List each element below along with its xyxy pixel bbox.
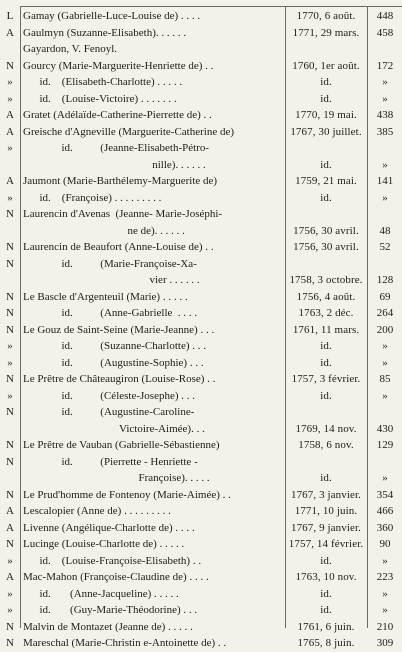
row-name: Jaumont (Marie-Barthélemy-Marguerite de) (23, 175, 218, 187)
row-name: id. (Augustine-Caroline- (23, 406, 195, 418)
row-prefix: » (7, 76, 13, 88)
row-date: 1763, 2 déc. (298, 307, 354, 319)
table-row (0, 58, 402, 75)
row-prefix: » (7, 142, 13, 154)
table-row (0, 371, 402, 388)
row-prefix: L (6, 10, 14, 22)
row-date: id. (320, 554, 332, 567)
row-date: 1761, 11 mars. (292, 323, 360, 336)
row-number: » (382, 587, 388, 600)
row-date: 1771, 29 mars. (292, 26, 360, 39)
table-row (0, 553, 402, 570)
row-number: 385 (376, 125, 394, 138)
row-prefix: N (6, 637, 14, 649)
row-name: Françoise). . . . . (23, 472, 210, 484)
table-row (0, 173, 402, 190)
row-prefix: A (6, 571, 14, 583)
row-prefix: N (6, 257, 14, 270)
row-prefix: N (6, 406, 14, 418)
table-row (0, 388, 402, 405)
row-number: 90 (379, 538, 391, 550)
row-date: id. (320, 389, 332, 402)
row-name: id. (Elisabeth-Charlotte) . . . . . (23, 76, 183, 88)
row-name: id. (Céleste-Josephe) . . . (23, 389, 195, 402)
row-name: id. (Marie-Françoise-Xa- (23, 257, 197, 270)
table-row (0, 140, 402, 157)
row-name: ne de). . . . . . (23, 224, 185, 237)
table-row (0, 305, 402, 322)
table-row (0, 41, 402, 58)
row-prefix: A (6, 505, 14, 517)
row-date: id. (320, 191, 332, 204)
row-number: 52 (379, 241, 391, 253)
row-date: 1756, 4 août. (296, 290, 356, 303)
row-number: 438 (376, 109, 394, 121)
row-date: 1767, 9 janvier. (290, 521, 362, 534)
row-prefix: N (6, 439, 14, 451)
row-prefix: N (6, 620, 14, 633)
row-date: 1758, 3 octobre. (289, 274, 363, 286)
row-number: » (382, 389, 388, 402)
table-row (0, 355, 402, 372)
table-row (0, 107, 402, 124)
row-name: Laurencin de Beaufort (Anne-Louise de) . . (23, 241, 214, 253)
table-row (0, 487, 402, 504)
row-prefix: N (6, 241, 14, 253)
row-number: 48 (379, 224, 391, 237)
row-date: 1757, 14 février. (288, 538, 364, 550)
top-rule (20, 6, 402, 7)
row-name: nille). . . . . . (23, 158, 206, 171)
row-number: 354 (376, 488, 394, 501)
table-row (0, 8, 402, 25)
row-date: id. (320, 587, 332, 600)
table-row (0, 602, 402, 619)
row-prefix: » (7, 356, 13, 369)
row-number: 360 (376, 521, 394, 534)
table-row (0, 503, 402, 520)
row-number: » (382, 604, 388, 616)
row-name: id. (Suzanne-Charlotte) . . . (23, 340, 206, 352)
row-name: Livenne (Angélique-Charlotte de) . . . . (23, 521, 195, 534)
table-row (0, 421, 402, 438)
row-date: id. (320, 356, 332, 369)
table-row (0, 454, 402, 471)
row-name: Gourcy (Marie-Marguerite-Henriette de) . . (23, 59, 214, 72)
row-name: Le Prud'homme de Fontenoy (Marie-Aimée) . . (23, 488, 231, 501)
table-row (0, 404, 402, 421)
row-date: 1756, 30 avril. (293, 224, 359, 237)
row-date: 1770, 6 août. (296, 10, 356, 22)
row-number: 85 (379, 373, 391, 385)
table-row (0, 536, 402, 553)
row-prefix: N (6, 208, 14, 220)
table-row (0, 470, 402, 487)
row-date: id. (320, 158, 332, 171)
row-number: » (382, 472, 388, 484)
row-name: Lescalopier (Anne de) . . . . . . . . . (23, 505, 171, 517)
table-row (0, 190, 402, 207)
table-row (0, 520, 402, 537)
row-number: » (382, 191, 388, 204)
row-number: » (382, 92, 388, 105)
row-name: id. (Augustine-Sophie) . . . (23, 356, 204, 369)
row-name: Malvin de Montazet (Jeanne de) . . . . . (23, 620, 193, 633)
row-number: 210 (376, 620, 394, 633)
row-prefix: N (6, 538, 14, 550)
table-row (0, 239, 402, 256)
table-row (0, 635, 402, 652)
table-row (0, 322, 402, 339)
row-name: Gayardon, V. Fenoyl. (23, 43, 118, 55)
table-row (0, 206, 402, 223)
row-number: 264 (376, 307, 394, 319)
row-date: id. (320, 76, 332, 88)
row-name: Lucinge (Louise-Charlotte de) . . . . . (23, 538, 185, 550)
table-row (0, 91, 402, 108)
row-prefix: N (6, 488, 14, 501)
table-row (0, 338, 402, 355)
row-date: id. (320, 340, 332, 352)
row-prefix: N (6, 455, 14, 468)
row-number: 448 (376, 10, 394, 22)
row-number: » (382, 76, 388, 88)
row-prefix: N (6, 59, 14, 72)
row-date: id. (320, 92, 332, 105)
row-number: 200 (376, 323, 394, 336)
row-name: id. (Anne-Gabrielle . . . . (23, 307, 198, 319)
table-row (0, 586, 402, 603)
row-date: 1756, 30 avril. (293, 241, 359, 253)
table-row (0, 289, 402, 306)
row-number: 172 (376, 59, 394, 72)
row-prefix: » (7, 340, 13, 352)
table-row (0, 124, 402, 141)
row-name: Greische d'Agneville (Marguerite-Catherine de) (23, 125, 234, 138)
table-row (0, 256, 402, 273)
row-name: id. (Louise-Françoise-Elisabeth) . . (23, 554, 202, 567)
row-name: Gamay (Gabrielle-Luce-Louise de) . . . . (23, 10, 201, 22)
table-row (0, 74, 402, 91)
row-name: Gratet (Adélaïde-Catherine-Pierrette de) . . (23, 109, 212, 121)
row-prefix: A (6, 175, 14, 187)
table-row (0, 223, 402, 240)
row-prefix: A (6, 125, 14, 138)
table-row (0, 569, 402, 586)
table-row (0, 157, 402, 174)
row-prefix: N (6, 290, 14, 303)
row-prefix: » (7, 604, 13, 616)
row-date: 1759, 21 mai. (295, 175, 357, 187)
row-prefix: » (7, 191, 13, 204)
row-name: id. (Guy-Marie-Théodorine) . . . (23, 604, 198, 616)
row-prefix: A (6, 109, 14, 121)
row-date: 1761, 6 juin. (297, 620, 355, 633)
row-date: 1763, 10 nov. (295, 571, 357, 583)
row-prefix: N (6, 323, 14, 336)
row-prefix: » (7, 587, 13, 600)
row-name: id. (Pierrette - Henriette - (23, 455, 198, 468)
row-date: 1760, 1er août. (292, 59, 360, 72)
row-name: id. (Jeanne-Elisabeth-Pétro- (23, 142, 210, 154)
row-name: vier . . . . . . (23, 274, 200, 286)
row-date: 1767, 3 janvier. (290, 488, 362, 501)
row-name: Gaulmyn (Suzanne-Elisabeth). . . . . . (23, 26, 187, 39)
row-number: 309 (376, 637, 394, 649)
row-number: » (382, 158, 388, 171)
row-name: id. (Anne-Jacqueline) . . . . . (23, 587, 179, 600)
row-date: 1769, 14 nov. (295, 422, 357, 435)
table-row (0, 619, 402, 636)
row-prefix: A (6, 26, 14, 39)
table-row (0, 25, 402, 42)
row-number: » (382, 340, 388, 352)
table-row (0, 437, 402, 454)
row-number: 128 (376, 274, 394, 286)
row-name: Mareschal (Marie-Christin e-Antoinette de) . . (23, 637, 227, 649)
row-number: 141 (376, 175, 394, 187)
row-name: Laurencin d'Avenas (Jeanne- Marie-Joséphi- (23, 208, 223, 220)
row-number: 430 (376, 422, 394, 435)
row-date: 1765, 8 juin. (297, 637, 355, 649)
row-prefix: » (7, 389, 13, 402)
row-number: 129 (376, 439, 394, 451)
row-name: Le Prêtre de Châteaugiron (Louise-Rose) . . (23, 373, 216, 385)
row-number: 458 (376, 26, 394, 39)
row-name: Mac-Mahon (Françoise-Claudine de) . . . . (23, 571, 209, 583)
row-prefix: N (6, 373, 14, 385)
row-name: id. (Françoise) . . . . . . . . . (23, 191, 162, 204)
row-date: id. (320, 472, 332, 484)
row-number: 69 (379, 290, 391, 303)
table-row (0, 272, 402, 289)
row-prefix: » (7, 92, 13, 105)
row-name: Le Prêtre de Vauban (Gabrielle-Sébastienne) (23, 439, 220, 451)
row-number: » (382, 554, 388, 567)
row-number: 466 (376, 505, 394, 517)
row-number: 223 (376, 571, 394, 583)
row-number: » (382, 356, 388, 369)
row-prefix: N (6, 307, 14, 319)
row-date: id. (320, 604, 332, 616)
row-name: id. (Louise-Victoire) . . . . . . . (23, 92, 177, 105)
row-date: 1767, 30 juillet. (290, 125, 362, 138)
register-table (0, 8, 402, 652)
row-prefix: A (6, 521, 14, 534)
row-name: Le Gouz de Saint-Seine (Marie-Jeanne) . . . (23, 323, 215, 336)
row-date: 1771, 10 juin. (294, 505, 358, 517)
row-name: Victoire-Aimée). . . (23, 422, 205, 435)
row-date: 1758, 6 nov. (298, 439, 354, 451)
row-date: 1770, 19 mai. (295, 109, 357, 121)
row-date: 1757, 3 février. (291, 373, 361, 385)
row-prefix: » (7, 554, 13, 567)
row-name: Le Bascle d'Argenteuil (Marie) . . . . . (23, 290, 188, 303)
